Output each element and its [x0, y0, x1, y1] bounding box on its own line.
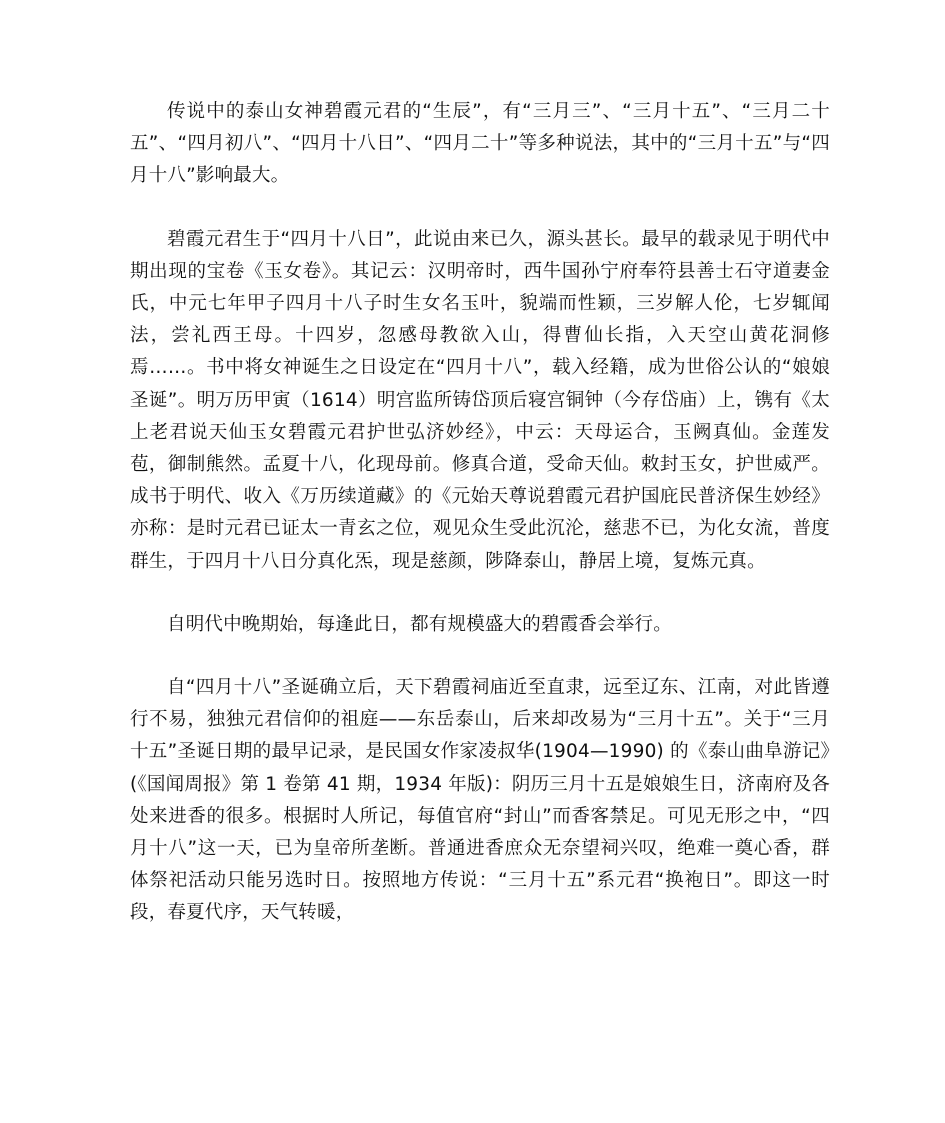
paragraph-april-18-origin: 碧霞元君生于“四月十八日”，此说由来已久，源头甚长。最早的载录见于明代中期出现的宝卷《玉女卷》。其记云：汉明帝时，西牛国孙宁府奉符县善士石守道妻金氏，中元七年甲子四月十八子时生女名玉叶，貌端而性颖，三岁解人伦，七岁辄闻法，尝礼西王母。十四岁，忽感母教欲入山，得曹仙长指，入天空山黄花洞修焉……。书中将女神诞生之日设定在“四月十八”，载入经籍，成为世俗公认的“娘娘圣诞”。明万历甲寅（1614）明宫监所铸岱顶后寝宫铜钟（今存岱庙）上，镌有《太上老君说天仙玉女碧霞元君护世弘济妙经》，中云：天母运合，玉阙真仙。金莲发苞，御制熊然。孟夏十八，化现母前。修真合道，受命天仙。敕封玉女，护世威严。成书于明代、收入《万历续道藏》的《元始天尊说碧霞元君护国庇民普济保生妙经》亦称：是时元君已证太一青玄之位，观见众生受此沉沦，慈悲不已，为化女流，普度群生，于四月十八日分真化炁，现是慈颜，陟降泰山，静居上境，复炼元真。	[130, 228, 830, 572]
paragraph-incense-fair: 自明代中晚期始，每逢此日，都有规模盛大的碧霞香会举行。	[167, 613, 672, 635]
paragraph-march-15-change: 自“四月十八”圣诞确立后，天下碧霞祠庙近至直隶，远至辽东、江南，对此皆遵行不易，独独元君信仰的祖庭——东岳泰山，后来却改易为“三月十五”。关于“三月十五”圣诞日期的最早记录，是民国女作家凌叔华(1904—1990) 的《泰山曲阜游记》(《国闻周报》第 1 卷第 41 期，1934 年版)：阴历三月十五是娘娘生日，济南府及各处来进香的很多。根据时人所记，每值官府“封山”而香客禁足。可见无形之中，“四月十八”这一天，已为皇帝所垄断。普通进香庶众无奈望祠兴叹，绝难一奠心香，群体祭祀活动只能另选时日。按照地方传说：“三月十五”系元君“换袍日”。即这一时段，春夏代序，天气转暖，	[130, 677, 830, 924]
document-page	[130, 96, 830, 930]
paragraph-birthday-dates: 传说中的泰山女神碧霞元君的“生辰”，有“三月三”、“三月十五”、“三月二十五”、“四月初八”、“四月十八日”、“四月二十”等多种说法，其中的“三月十五”与“四月十八”影响最大。	[130, 101, 830, 187]
